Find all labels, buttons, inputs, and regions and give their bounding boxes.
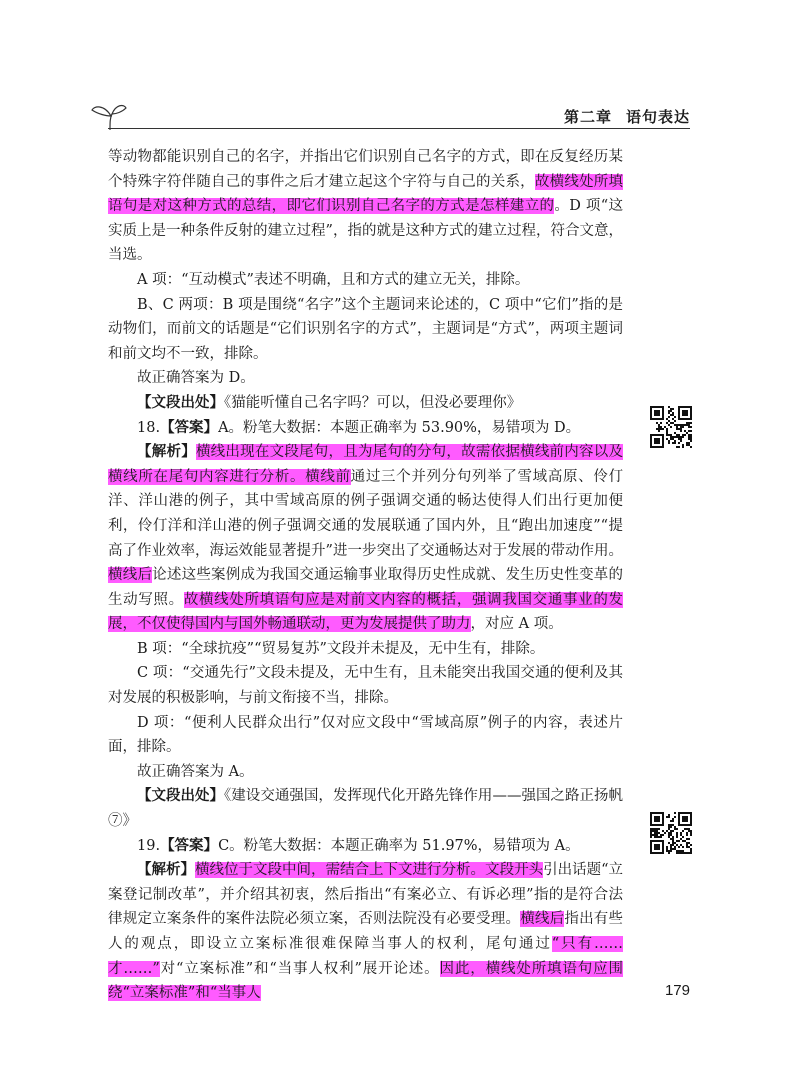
analysis-18: 【解析】横线出现在文段尾句，且为尾句的分句，故需依据横线前内容以及横线所在尾句内容进行分析。横线前通过三个并列分句列举了雪域高原、伶仃洋、洋山港的例子，其中雪域高原的例子强调交通的畅达使得人们出行更加便利，伶仃洋和洋山港的例子强调交通的发展联通了国内外，且“跑出加速度”“提高了作业效率，海运效能显著提升”进一步突出了交通畅达对于发展的带动作用。横线后论述这些案例成为我国交通运输事业取得历史性成就、发生历史性变革的生动写照。故横线处所填语句应是对前文内容的概括，强调我国交通事业的发展，不仅使得国内与国外畅通联动，更为发展提供了助力，对应 A 项。: [108, 443, 624, 633]
page-body: [108, 145, 623, 1006]
qr-code-icon[interactable]: [650, 812, 692, 854]
answer-19: 19.【答案】C。粉笔大数据：本题正确率为 51.97%，易错项为 A。: [137, 836, 580, 854]
qr-code-icon[interactable]: [650, 406, 692, 448]
source-paragraph: 【文段出处】《猫能听懂自己名字吗？可以，但没必要理你》: [137, 393, 522, 411]
highlight: 故横线处所填语句是对这种方式的总结，即它们识别自己名字的方式是怎样建立的: [108, 173, 624, 215]
chapter-number: 第二章: [563, 108, 612, 126]
highlight: “只有……才……”: [108, 936, 624, 977]
highlight: 横线后: [520, 911, 565, 928]
analysis-19: 【解析】横线位于文段中间，需结合上下文进行分析。文段开头引出话题“立案登记制改革”，并介绍其初衷，然后指出“有案必立、有诉必理”指的是符合法律规定立案条件的案件法院必须立案，否则法院没有必要受理。横线后指出有些人的观点，即设立立案标准很难保障当事人的权利，尾句通过“只有……才……”对“立案标准”和“当事人权利”展开论述。因此，横线处所填语句应围绕“立案标准”和“当事人: [108, 861, 624, 1002]
highlight: 横线位于文段中间，需结合上下文进行分析。文段开头: [195, 862, 544, 879]
paragraph: 故正确答案为 A。: [137, 763, 254, 780]
paragraph: B、C 两项：B 项是围绕“名字”这个主题词来论述的，C 项中“它们”指的是动物们，而前文的话题是“它们识别名字的方式”，主题词是“方式”，两项主题词和前文均不一致，排除。: [108, 296, 623, 362]
source-label: 【文段出处】: [137, 787, 225, 805]
paragraph: 故正确答案为 D。: [137, 370, 255, 387]
header-rule: [108, 128, 690, 129]
chapter-title: 语句表达: [625, 108, 690, 126]
highlight: 故横线处所填语句应是对前文内容的概括，强调我国交通事业的发展，不仅使得国内与国外畅通联动，更为发展提供了助力: [108, 591, 624, 633]
answer-label: 【答案】: [160, 418, 219, 436]
chapter-heading: [564, 106, 690, 127]
highlight: 因此，横线处所填语句应围绕“立案标准”和“当事人: [108, 960, 624, 1002]
page-number: 179: [664, 982, 690, 999]
highlight: 横线后: [108, 567, 153, 584]
paragraph: B 项：“全球抗疫”“贸易复苏”文段并未提及，无中生有，排除。: [137, 640, 545, 657]
analysis-label: 【解析】: [137, 443, 196, 461]
answer-label: 【答案】: [160, 836, 219, 854]
paragraph: A 项：“互动模式”表述不明确，且和方式的建立无关，排除。: [137, 271, 530, 288]
paragraph: C 项：“交通先行”文段未提及，无中生有，且未能突出我国交通的便利及其对发展的积极影响，与前文衔接不当，排除。: [108, 665, 623, 707]
paragraph: 等动物都能识别自己的名字，并指出它们识别自己名字的方式，即在反复经历某个特殊字符伴随自己的事件之后才建立起这个字符与自己的关系，故横线处所填语句是对这种方式的总结，即它们识别自己名字的方式是怎样建立的。D 项“这实质上是一种条件反射的建立过程”，指的就是这种方式的建立过程，符合文意，当选。: [108, 149, 624, 264]
analysis-label: 【解析】: [137, 861, 196, 879]
page-header: [90, 100, 690, 136]
source-paragraph: 【文段出处】《建设交通强国，发挥现代化开路先锋作用——强国之路正扬帆⑦》: [108, 787, 623, 830]
paragraph: D 项：“便利人民群众出行”仅对应文段中“雪域高原”例子的内容，表述片面，排除。: [108, 714, 623, 756]
highlight: 横线出现在文段尾句，且为尾句的分句，故需依据横线前内容以及横线所在尾句内容进行分析。横线前: [108, 444, 623, 485]
answer-18: 18.【答案】A。粉笔大数据：本题正确率为 53.90%，易错项为 D。: [137, 418, 581, 436]
source-label: 【文段出处】: [137, 393, 224, 411]
